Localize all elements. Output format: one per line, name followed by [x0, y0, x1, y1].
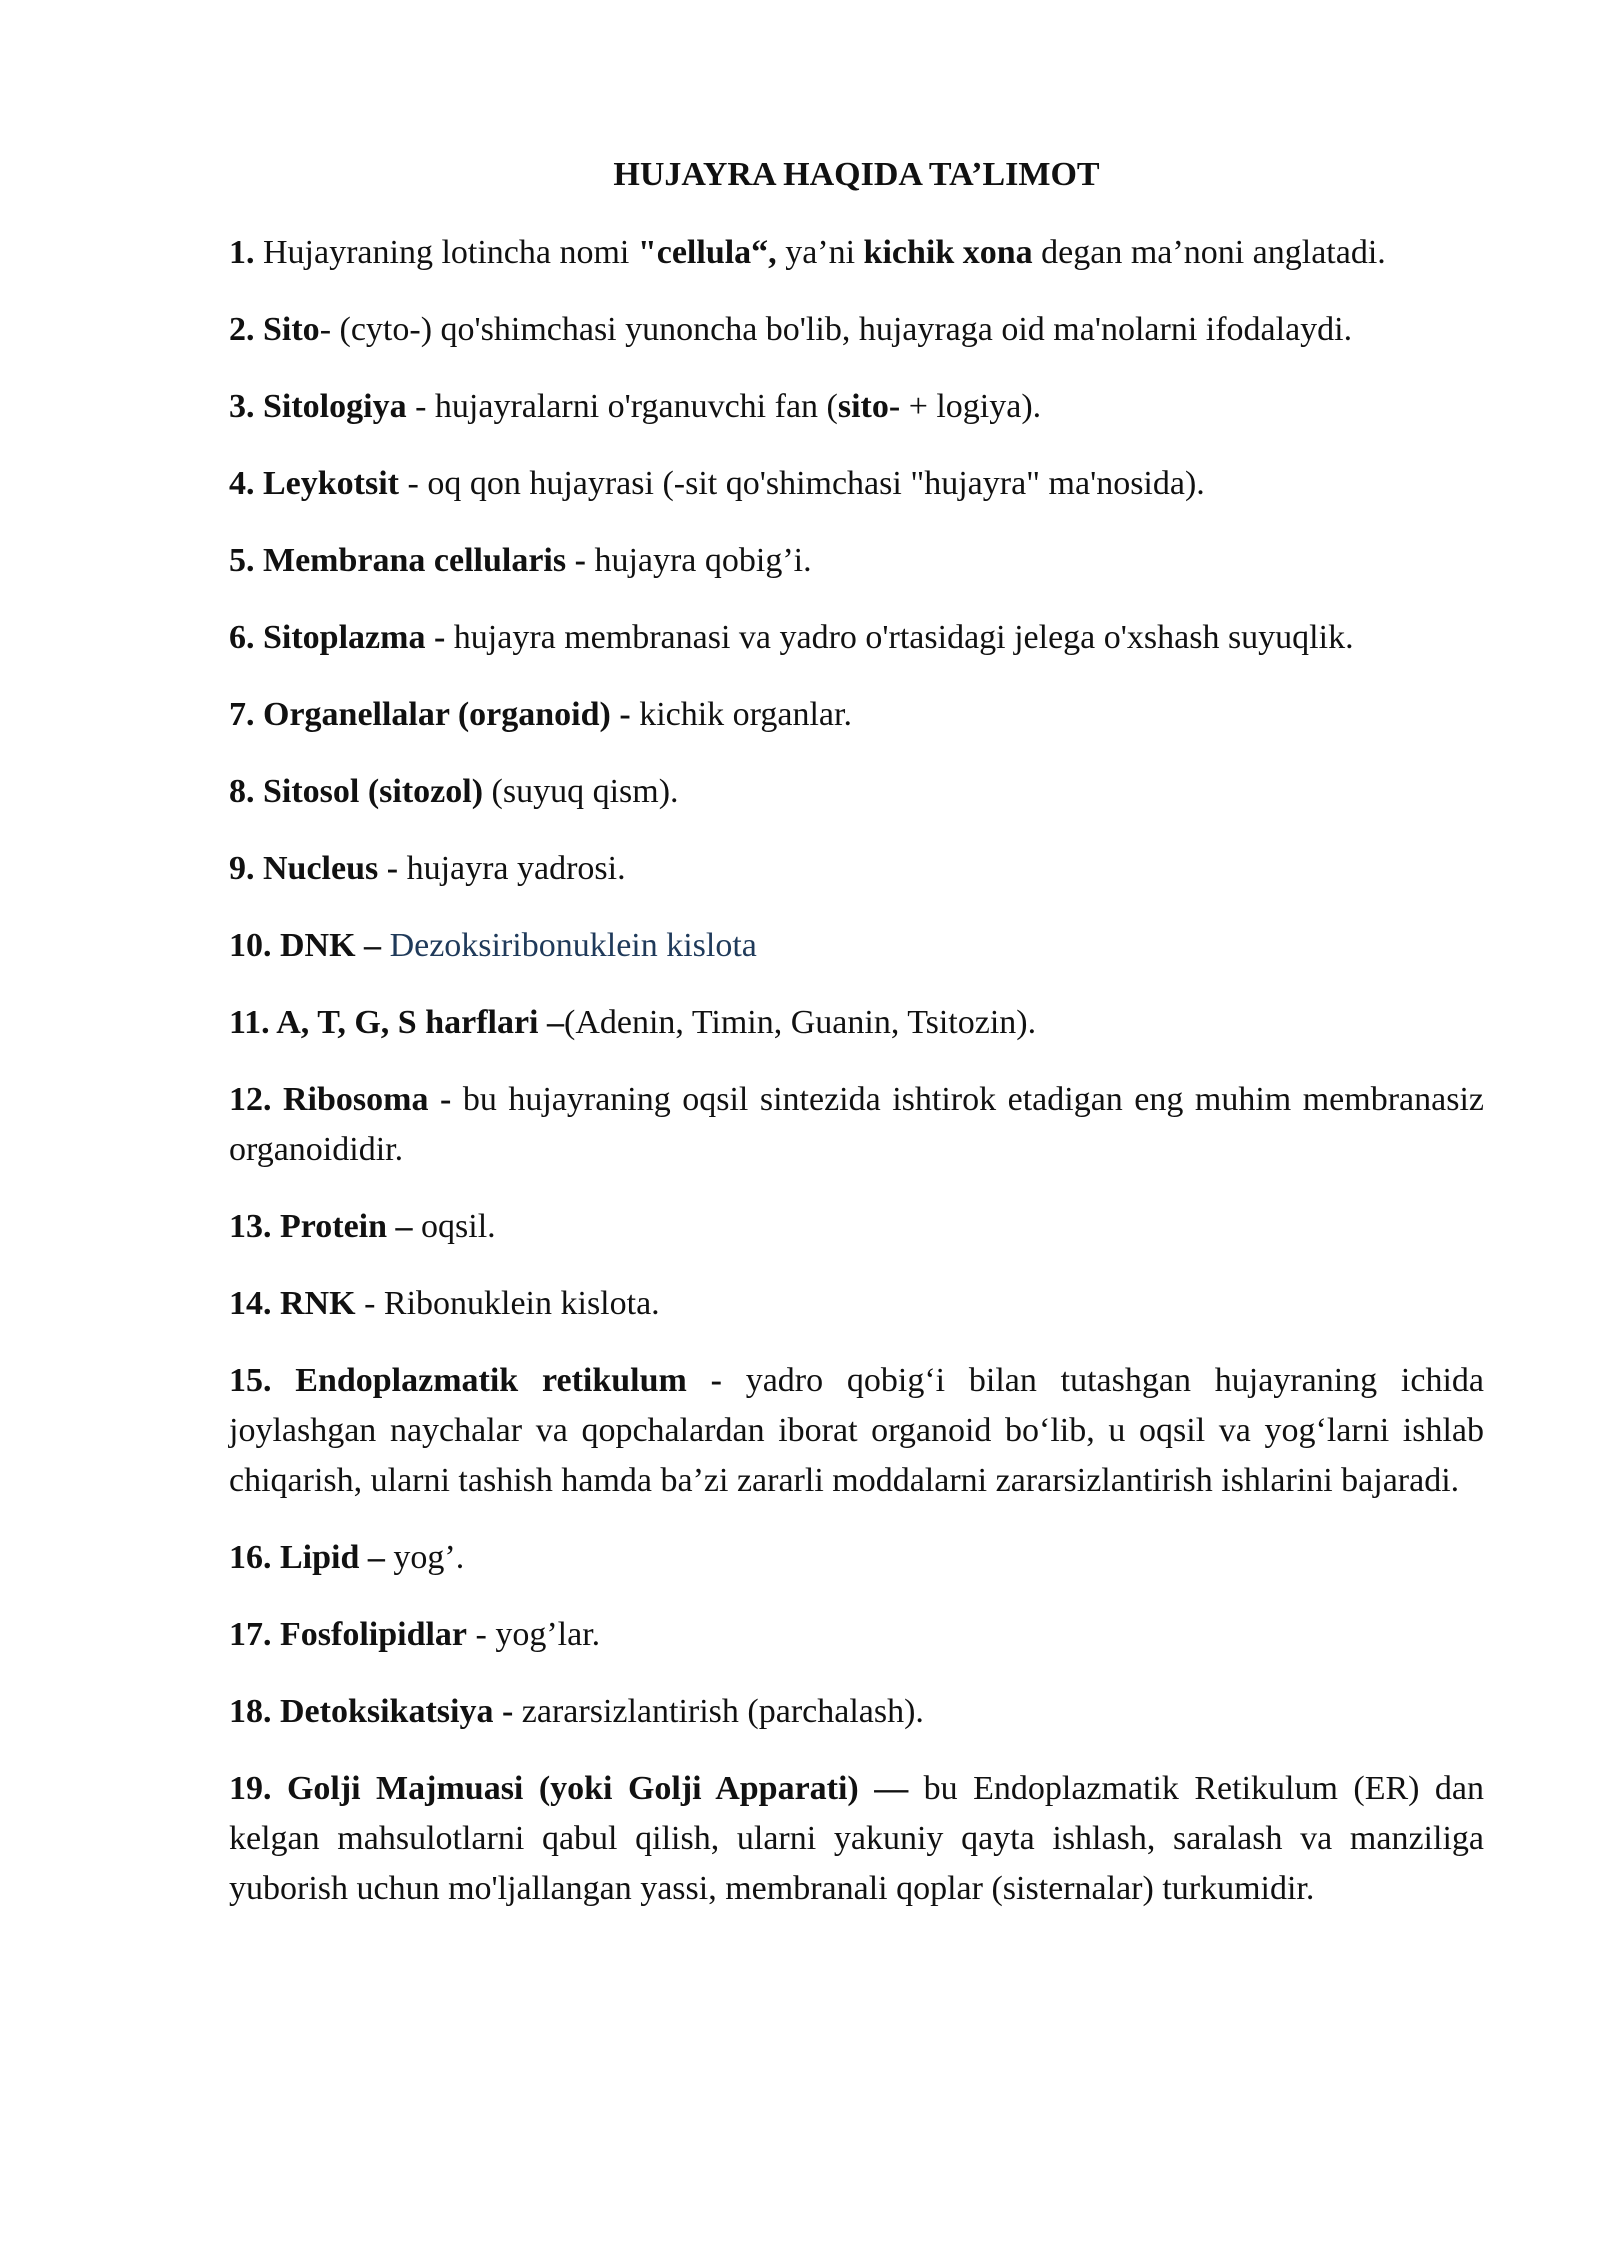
entry-definition: bu hujayraning oqsil sintezida ishtirok etadigan eng muhim membranasiz organoididir.	[229, 1081, 1484, 1168]
entry-number: 18.	[229, 1693, 272, 1730]
entry-number: 14.	[229, 1285, 272, 1322]
document-page	[229, 150, 1484, 1941]
entry-definition: - hujayralarni o'rganuvchi fan (	[406, 388, 838, 425]
entry-term: sito-	[837, 388, 901, 425]
entry-18	[229, 1687, 1484, 1737]
entry-definition: - Ribonuklein kislota.	[355, 1285, 660, 1322]
entry-15	[229, 1356, 1484, 1506]
entry-text: degan ma’noni anglatadi.	[1032, 234, 1386, 271]
entry-number: 11.	[229, 1004, 270, 1041]
entry-number: 7.	[229, 696, 255, 733]
entry-definition: kichik organlar.	[630, 696, 852, 733]
entry-number: 17.	[229, 1616, 272, 1653]
entry-number: 9.	[229, 850, 255, 887]
entry-number: 4.	[229, 465, 255, 502]
entry-term: kichik xona	[863, 234, 1033, 271]
entry-definition: yadro qobig‘i bilan tutashgan hujayraning ichida joylashgan naychalar va qopchalardan iborat organoid bo‘lib, u oqsil va yog‘larni ishlab chiqarish, ularni tashish hamda ba’zi zararli moddalarni zararsizlantirish ishlarini bajaradi.	[229, 1362, 1484, 1499]
entry-10	[229, 921, 1484, 971]
entry-term: Golji Majmuasi (yoki Golji Apparati) —	[271, 1770, 909, 1807]
entry-term: Lipid –	[271, 1539, 385, 1576]
entry-term: "cellula“,	[637, 234, 777, 271]
entry-number: 3.	[229, 388, 255, 425]
entry-12	[229, 1075, 1484, 1175]
entry-term: Sitosol (sitozol)	[254, 773, 484, 810]
entry-definition: hujayra yadrosi.	[398, 850, 626, 887]
entry-number: 19.	[229, 1770, 272, 1807]
entry-term: DNK –	[271, 927, 382, 964]
entry-definition: (suyuq qism).	[483, 773, 679, 810]
entry-term: Protein –	[271, 1208, 413, 1245]
entry-definition: hujayra qobig’i.	[585, 542, 812, 579]
entry-13	[229, 1202, 1484, 1252]
entry-definition: - yog’lar.	[467, 1616, 601, 1653]
entry-term: Detoksikatsiya -	[271, 1693, 514, 1730]
entry-4	[229, 459, 1484, 509]
entry-term: Endoplazmatik retikulum -	[271, 1362, 722, 1399]
entry-11	[229, 998, 1484, 1048]
entry-definition: bu Endoplazmatik Retikulum (ER) dan kelgan mahsulotlarni qabul qilish, ularni yakuniy qayta ishlash, saralash va manziliga yuborish uchun mo'ljallangan yassi, membranali qoplar (sisternalar) turkumidir.	[229, 1770, 1485, 1907]
entry-number: 15.	[229, 1362, 272, 1399]
entry-number: 10.	[229, 927, 272, 964]
entry-term: Sito	[254, 311, 320, 348]
entry-9	[229, 844, 1484, 894]
entry-6	[229, 613, 1484, 663]
entry-term: Sitoplazma -	[254, 619, 446, 656]
entry-term: Membrana cellularis -	[254, 542, 586, 579]
entry-term: Nucleus -	[254, 850, 399, 887]
entry-number: 16.	[229, 1539, 272, 1576]
entry-2	[229, 305, 1484, 355]
entry-definition: (Adenin, Timin, Guanin, Tsitozin).	[564, 1004, 1037, 1041]
entry-17	[229, 1610, 1484, 1660]
entry-16	[229, 1533, 1484, 1583]
entry-definition: - (cyto-) qo'shimchasi yunoncha bo'lib, hujayraga oid ma'nolarni ifodalaydi.	[319, 311, 1353, 348]
entry-definition: zararsizlantirish (parchalash).	[513, 1693, 924, 1730]
entry-term: Ribosoma -	[271, 1081, 452, 1118]
entry-1	[229, 228, 1484, 278]
entry-number: 5.	[229, 542, 255, 579]
entry-definition: Dezoksiribonuklein kislota	[381, 927, 757, 964]
entry-3	[229, 382, 1484, 432]
entry-term: Sitologiya	[254, 388, 407, 425]
entry-definition: hujayra membranasi va yadro o'rtasidagi jelega o'xshash suyuqlik.	[445, 619, 1354, 656]
entry-definition: + logiya).	[900, 388, 1042, 425]
entry-number: 6.	[229, 619, 255, 656]
entry-definition: oqsil.	[412, 1208, 496, 1245]
entry-number: 8.	[229, 773, 255, 810]
entry-7	[229, 690, 1484, 740]
entry-term: RNK	[271, 1285, 356, 1322]
entry-19	[229, 1764, 1484, 1914]
entry-term: Fosfolipidlar	[271, 1616, 468, 1653]
entry-number: 2.	[229, 311, 255, 348]
entry-definition: - oq qon hujayrasi (-sit qo'shimchasi "hujayra" ma'nosida).	[399, 465, 1205, 502]
entry-text: Hujayraning lotincha nomi	[254, 234, 638, 271]
entry-definition: yog’.	[384, 1539, 465, 1576]
entry-term: Leykotsit	[254, 465, 399, 502]
entry-term: Organellalar (organoid) -	[254, 696, 631, 733]
entry-number: 12.	[229, 1081, 272, 1118]
entry-5	[229, 536, 1484, 586]
entry-14	[229, 1279, 1484, 1329]
entry-8	[229, 767, 1484, 817]
entry-number: 1.	[229, 234, 255, 271]
entry-number: 13.	[229, 1208, 272, 1245]
entry-text: ya’ni	[776, 234, 864, 271]
document-title: HUJAYRA HAQIDA TA’LIMOT	[613, 156, 1100, 193]
entry-term: A, T, G, S harflari –	[269, 1004, 565, 1041]
